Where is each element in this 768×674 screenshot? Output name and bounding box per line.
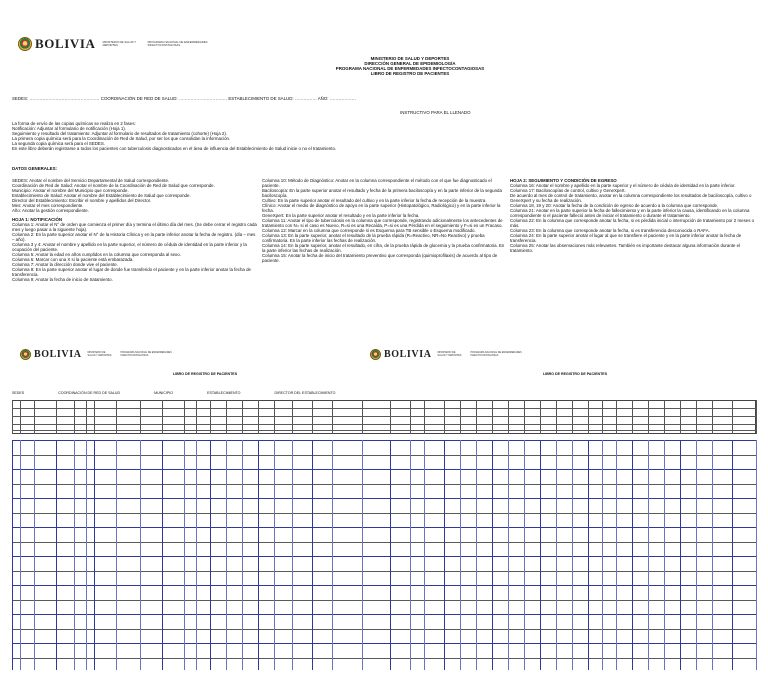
table-column-line bbox=[732, 440, 733, 670]
table-column-line bbox=[226, 440, 227, 670]
field-label: COORDINACIÓN DE RED DE SALUD bbox=[58, 391, 121, 395]
title-line: DIRECCIÓN GENERAL DE EPIDEMIOLOGÍA bbox=[364, 61, 456, 66]
field-label: DIRECTOR DEL ESTABLECIMIENTO bbox=[274, 391, 336, 395]
instruction-line: Columna 14: En la parte superior, anotar el resultado, en cifra, de la prueba rápida de glucemia y la prueba confirmatoria. En la parte inferior las fechas de realización. bbox=[262, 243, 505, 253]
table-row bbox=[12, 585, 756, 586]
title-line: PROGRAMA NACIONAL DE ENFERMEDADES INFECTOCONTAGIOSAS bbox=[335, 66, 485, 71]
instruction-line: Baciloscopía: En la parte superior anotar el resultado y fecha de la primera baciloscopía y en la parte inferior de la segunda baciloscopía. bbox=[262, 188, 502, 198]
ministry-mini-label: MINISTERIO DE SALUD Y DEPORTES bbox=[87, 350, 112, 357]
header-divider bbox=[56, 400, 57, 434]
sheet-left-logo bbox=[20, 349, 181, 360]
header-divider bbox=[162, 400, 163, 434]
program-mini-label: PROGRAMA NACIONAL DE ENFERMEDADES INFECTOCONTAGIOSAS bbox=[120, 350, 172, 357]
header-divider bbox=[258, 400, 259, 434]
table-column-line bbox=[116, 440, 117, 670]
header-divider bbox=[444, 400, 445, 434]
table-column-line bbox=[332, 440, 333, 670]
table-header bbox=[12, 400, 756, 434]
instruction-line: Columna 22: En la columna que corresponde anotar la fecha, si es pérdida inicial o interrupción de tratamiento por 2 meses o más. bbox=[510, 218, 755, 228]
instructions-col-1 bbox=[12, 178, 257, 282]
instruction-line: Columna 24: En la parte superior anotar el lugar al que se transfiere el paciente y en la parte inferior anotar la fecha de transferencia. bbox=[510, 233, 742, 243]
document-title-block bbox=[250, 56, 570, 76]
instruction-line: De acuerdo al mes de control de tratamiento, anotar en la columna correspondiente los resultados de baciloscopía, cultivo o GeneXpert y su fecha de realización. bbox=[510, 193, 752, 203]
table-column-line bbox=[34, 440, 35, 670]
table-row bbox=[12, 643, 756, 644]
header-divider bbox=[94, 400, 95, 434]
ministry-mini-label: MINISTERIO DE SALUD Y DEPORTES bbox=[437, 350, 462, 357]
header-divider bbox=[410, 400, 411, 434]
bolivia-wordmark: BOLIVIA bbox=[35, 36, 96, 51]
header-divider bbox=[390, 400, 391, 434]
table-column-line bbox=[696, 440, 697, 670]
header-divider bbox=[476, 400, 477, 434]
table-row bbox=[12, 571, 756, 572]
header-divider bbox=[140, 400, 141, 434]
instruction-line: Columna 2: En la parte superior anotar el N° de la Historia Clínica y en la parte inferior anotar la fecha de registro. (día – mes – año). bbox=[12, 232, 256, 242]
table-column-line bbox=[756, 440, 757, 670]
header-divider bbox=[556, 400, 557, 434]
bolivia-wordmark: BOLIVIA bbox=[384, 349, 432, 360]
header-divider bbox=[226, 400, 227, 434]
instruction-line: GeneXpert: En la parte superior anotar el resultado y en la parte inferior la fecha. bbox=[262, 213, 420, 218]
datos-generales-heading: DATOS GENERALES: bbox=[12, 166, 57, 171]
instruction-line: Cultivo: En la parte superior anotar el resultado del cultivo y en la parte inferior la fecha de recepción de la muestra. bbox=[262, 198, 487, 203]
instruction-line: Columna 21: Anotar en la parte superior la fecha de fallecimiento y en la parte inferior la causa, identificando en la columna correspondiente si el paciente falleció antes de iniciar el tratamiento o durante el tratamiento. bbox=[510, 208, 750, 218]
header-divider bbox=[74, 400, 75, 434]
table-column-line bbox=[210, 440, 211, 670]
header-divider bbox=[508, 400, 509, 434]
bolivia-seal-icon bbox=[20, 349, 31, 360]
intro-line: En este libro deberán registrarse a todos los pacientes con tuberculosis diagnosticados en el área de influencia del Establecimiento de Salud inicie o no el tratamiento. bbox=[12, 146, 337, 151]
table-column-line bbox=[444, 440, 445, 670]
header-divider bbox=[242, 400, 243, 434]
instruction-line: Columna 3 y 4: Anotar el nombre y apellido en la parte superior, el número de cédula de identidad en la parte inferior y la ocupación del paciente. bbox=[12, 242, 247, 252]
header-divider bbox=[602, 400, 603, 434]
table-column-line bbox=[616, 440, 617, 670]
table-column-line bbox=[86, 440, 87, 670]
header-divider bbox=[184, 400, 185, 434]
instruction-line: Director del Establecimiento: Escribir el nombre y apellidos del Director. bbox=[12, 198, 152, 203]
intro-line: La segunda copia química será para el SEDES. bbox=[12, 141, 105, 146]
header-divider bbox=[86, 400, 87, 434]
header-divider bbox=[712, 400, 713, 434]
table-row bbox=[12, 556, 756, 557]
field-label: ESTABLECIMIENTO bbox=[207, 391, 241, 395]
table-column-line bbox=[258, 440, 259, 670]
header-subline bbox=[12, 416, 756, 417]
intro-line: Seguimiento y resultado del tratamiento: Adjuntar al formulario de resultados de tratamiento (cohorte) (Hoja 2). bbox=[12, 131, 228, 136]
table-column-line bbox=[540, 440, 541, 670]
instruction-line: Columna 11: Anotar el tipo de tuberculosis en la columna que corresponde, registrando adicionalmente los antecedentes de tratamiento con N= si el caso es Nuevo, R=si es una Recaída, P=si es una Pérdida en el seguimiento y F=si es un Fracaso. bbox=[262, 218, 503, 228]
table-column-line bbox=[588, 440, 589, 670]
instruction-line: Columna 12: Marcar en la columna que corresponde si es Esquema para TB sensible o Esquema modificado. bbox=[262, 228, 476, 233]
sheet-left-fields bbox=[12, 391, 372, 395]
bolivia-seal-icon bbox=[370, 349, 381, 360]
table-column-line bbox=[184, 440, 185, 670]
field-label: SEDES bbox=[12, 391, 25, 395]
header-divider bbox=[20, 400, 21, 434]
header-divider bbox=[732, 400, 733, 434]
header-divider bbox=[524, 400, 525, 434]
header-divider bbox=[696, 400, 697, 434]
header-divider bbox=[492, 400, 493, 434]
field-label: MUNICIPIO bbox=[154, 391, 174, 395]
table-row bbox=[12, 614, 756, 615]
table-column-line bbox=[20, 440, 21, 670]
header-divider bbox=[362, 400, 363, 434]
table-row bbox=[12, 527, 756, 528]
instruction-line: Columna 15: Anotar la fecha de inicio del tratamiento preventivo que corresponda (quimioprofilaxis) de acuerdo al tipo de paciente. bbox=[262, 253, 498, 263]
instruction-line: Columna 5: Anotar la edad en años cumplidos en la columna que corresponda al sexo. bbox=[12, 252, 181, 257]
bolivia-seal-icon bbox=[18, 37, 32, 51]
table-column-line bbox=[410, 440, 411, 670]
table-column-line bbox=[74, 440, 75, 670]
intro-block bbox=[12, 121, 752, 151]
program-mini-label: PROGRAMA NACIONAL DE ENFERMEDADES INFECTOCONTAGIOSAS bbox=[147, 39, 208, 47]
sheet-left-title: LIBRO DE REGISTRO DE PACIENTES bbox=[172, 372, 238, 376]
header-divider bbox=[274, 400, 275, 434]
instruction-line: HOJA 1: NOTIFICACIÓN bbox=[12, 217, 63, 222]
header-subline bbox=[12, 424, 756, 425]
instruction-line: Establecimiento de Salud: Anotar el nombre del Establecimiento de Salud que corresponde. bbox=[12, 193, 191, 198]
instruction-line: Coordinación de Red de Salud: Anotar el nombre de la Coordinación de Red de Salud que corresponde. bbox=[12, 183, 215, 188]
table-column-line bbox=[12, 440, 13, 670]
instruction-line: Columna 25: Anotar las observaciones más relevantes. También es importante destacar alguna información durante el tratamiento. bbox=[510, 243, 741, 253]
table-column-line bbox=[524, 440, 525, 670]
table-row bbox=[12, 658, 756, 659]
header-divider bbox=[116, 400, 117, 434]
header-divider bbox=[210, 400, 211, 434]
ministry-mini-label: MINISTERIO DE SALUD Y DEPORTES bbox=[102, 39, 137, 47]
header-divider bbox=[460, 400, 461, 434]
instructivo-label: INSTRUCTIVO PARA EL LLENADO bbox=[400, 110, 471, 115]
table-row bbox=[12, 440, 756, 441]
program-mini-label: PROGRAMA NACIONAL DE ENFERMEDADES INFECTOCONTAGIOSAS bbox=[470, 350, 522, 357]
table-column-line bbox=[362, 440, 363, 670]
instruction-line: Columna 13: En la parte superior, anotar el resultado de la prueba rápida (R=Reactivo, NR=No Reactivo) y prueba confirmatoria. En la parte inferior las fechas de realización. bbox=[262, 233, 485, 243]
table-column-line bbox=[390, 440, 391, 670]
header-divider bbox=[648, 400, 649, 434]
table-column-line bbox=[632, 440, 633, 670]
intro-line: La primera copia química será para la Coordinación de Red de Salud, por ser los que consolidan la información. bbox=[12, 136, 231, 141]
table-column-line bbox=[648, 440, 649, 670]
table-column-line bbox=[94, 440, 95, 670]
table-row bbox=[12, 484, 756, 485]
table-column-line bbox=[712, 440, 713, 670]
instruction-line: HOJA 2: SEGUIMIENTO Y CONDICIÓN DE EGRESO bbox=[510, 178, 617, 183]
header-divider bbox=[424, 400, 425, 434]
header-divider bbox=[12, 400, 13, 434]
table-column-line bbox=[274, 440, 275, 670]
instruction-line: Columna 8: En la parte superior anotar el lugar de donde fue transferido el paciente y en la parte inferior anotar la fecha de transferencia. bbox=[12, 267, 251, 277]
table-row bbox=[12, 629, 756, 630]
table-row bbox=[12, 469, 756, 470]
table-column-line bbox=[162, 440, 163, 670]
general-fields-line: SEDES: ………………………………………… COORDINACIÓN DE RED DE SALUD: …………………………… ESTABLECIMIENTO DE SALUD: …………… AÑO: ……………… bbox=[12, 96, 357, 101]
instruction-line: Columna 6: Marcar con una X si la paciente está embarazada. bbox=[12, 257, 134, 262]
table-column-line bbox=[312, 440, 313, 670]
table-row bbox=[12, 455, 756, 456]
header-subline bbox=[12, 430, 756, 431]
table-row bbox=[12, 513, 756, 514]
table-column-line bbox=[556, 440, 557, 670]
instruction-line: Mes: Anotar el mes correspondiente. bbox=[12, 203, 84, 208]
title-line: LIBRO DE REGISTRO DE PACIENTES bbox=[370, 71, 450, 76]
header-divider bbox=[34, 400, 35, 434]
header-divider bbox=[332, 400, 333, 434]
instruction-line: Columna 16: Anotar el nombre y apellido en la parte superior y el número de cédula de identidad en la parte inferior. bbox=[510, 183, 736, 188]
sheet-right-logo bbox=[370, 349, 531, 360]
table-row bbox=[12, 542, 756, 543]
header-divider bbox=[292, 400, 293, 434]
header-divider bbox=[756, 400, 757, 434]
instruction-line: Año: Anotar la gestión correspondiente. bbox=[12, 208, 89, 213]
instruction-line: Columna 1: Anotar el N° de orden que comienza el primer día y termina el último día del mes. (Se debe cerrar el registro cada mes y luego pasar a la siguiente hoja). bbox=[12, 222, 257, 232]
intro-line: La forma de envío de las copias químicas se realiza en 2 fases: bbox=[12, 121, 136, 126]
instruction-line: Columna 17: Baciloscopías de control, cultivo y GeneXpert. bbox=[510, 188, 626, 193]
instruction-line: Columna 7: Anotar la dirección donde vive el paciente. bbox=[12, 262, 118, 267]
instructions-col-3 bbox=[510, 178, 756, 253]
table-column-line bbox=[602, 440, 603, 670]
table-column-line bbox=[476, 440, 477, 670]
table-column-line bbox=[460, 440, 461, 670]
table-column-line bbox=[56, 440, 57, 670]
table-column-line bbox=[664, 440, 665, 670]
header-divider bbox=[616, 400, 617, 434]
bolivia-wordmark: BOLIVIA bbox=[34, 349, 82, 360]
instruction-line: SEDES: Anotar el nombre del Servicio Departamental de Salud correspondiente. bbox=[12, 178, 170, 183]
table-column-line bbox=[292, 440, 293, 670]
top-logo bbox=[18, 36, 228, 52]
header-divider bbox=[680, 400, 681, 434]
table-column-line bbox=[242, 440, 243, 670]
instruction-line: Columna 23: En la columna que corresponde anotar la fecha, si es transferencia desconocida o RAFA. bbox=[510, 228, 710, 233]
table-column-line bbox=[196, 440, 197, 670]
header-subline bbox=[12, 408, 756, 409]
instruction-line: Clínico: Anotar el medio de diagnóstico de apoyo en la parte superior (Histopatológico, Radiológico) y en la parte inferior la fecha. bbox=[262, 203, 501, 213]
register-table bbox=[12, 400, 756, 670]
instruction-line: Columna 9: Anotar la fecha de inicio de tratamiento. bbox=[12, 277, 113, 282]
table-column-line bbox=[140, 440, 141, 670]
header-divider bbox=[196, 400, 197, 434]
instructions-col-2 bbox=[262, 178, 507, 263]
instruction-line: Municipio: Anotar el nombre del Municipio que corresponde. bbox=[12, 188, 129, 193]
table-column-line bbox=[572, 440, 573, 670]
table-row bbox=[12, 600, 756, 601]
title-line: MINISTERIO DE SALUD Y DEPORTES bbox=[370, 56, 450, 61]
table-row bbox=[12, 498, 756, 499]
header-divider bbox=[632, 400, 633, 434]
header-divider bbox=[664, 400, 665, 434]
intro-line: Notificación: Adjuntar al formulario de notificación (Hoja 1). bbox=[12, 126, 126, 131]
table-column-line bbox=[492, 440, 493, 670]
table-column-line bbox=[508, 440, 509, 670]
header-divider bbox=[572, 400, 573, 434]
header-divider bbox=[312, 400, 313, 434]
instruction-line: Columna 18, 19 y 20: Anotar la fecha de la condición de egreso de acuerdo a la columna que corresponde. bbox=[510, 203, 719, 208]
header-divider bbox=[540, 400, 541, 434]
header-divider bbox=[588, 400, 589, 434]
table-column-line bbox=[424, 440, 425, 670]
sheet-right-title: LIBRO DE REGISTRO DE PACIENTES bbox=[542, 372, 608, 376]
instruction-line: Columna 10: Método de Diagnóstico: Anotar en la columna correspondiente el método con el que fue diagnosticado el paciente. bbox=[262, 178, 492, 188]
table-column-line bbox=[680, 440, 681, 670]
